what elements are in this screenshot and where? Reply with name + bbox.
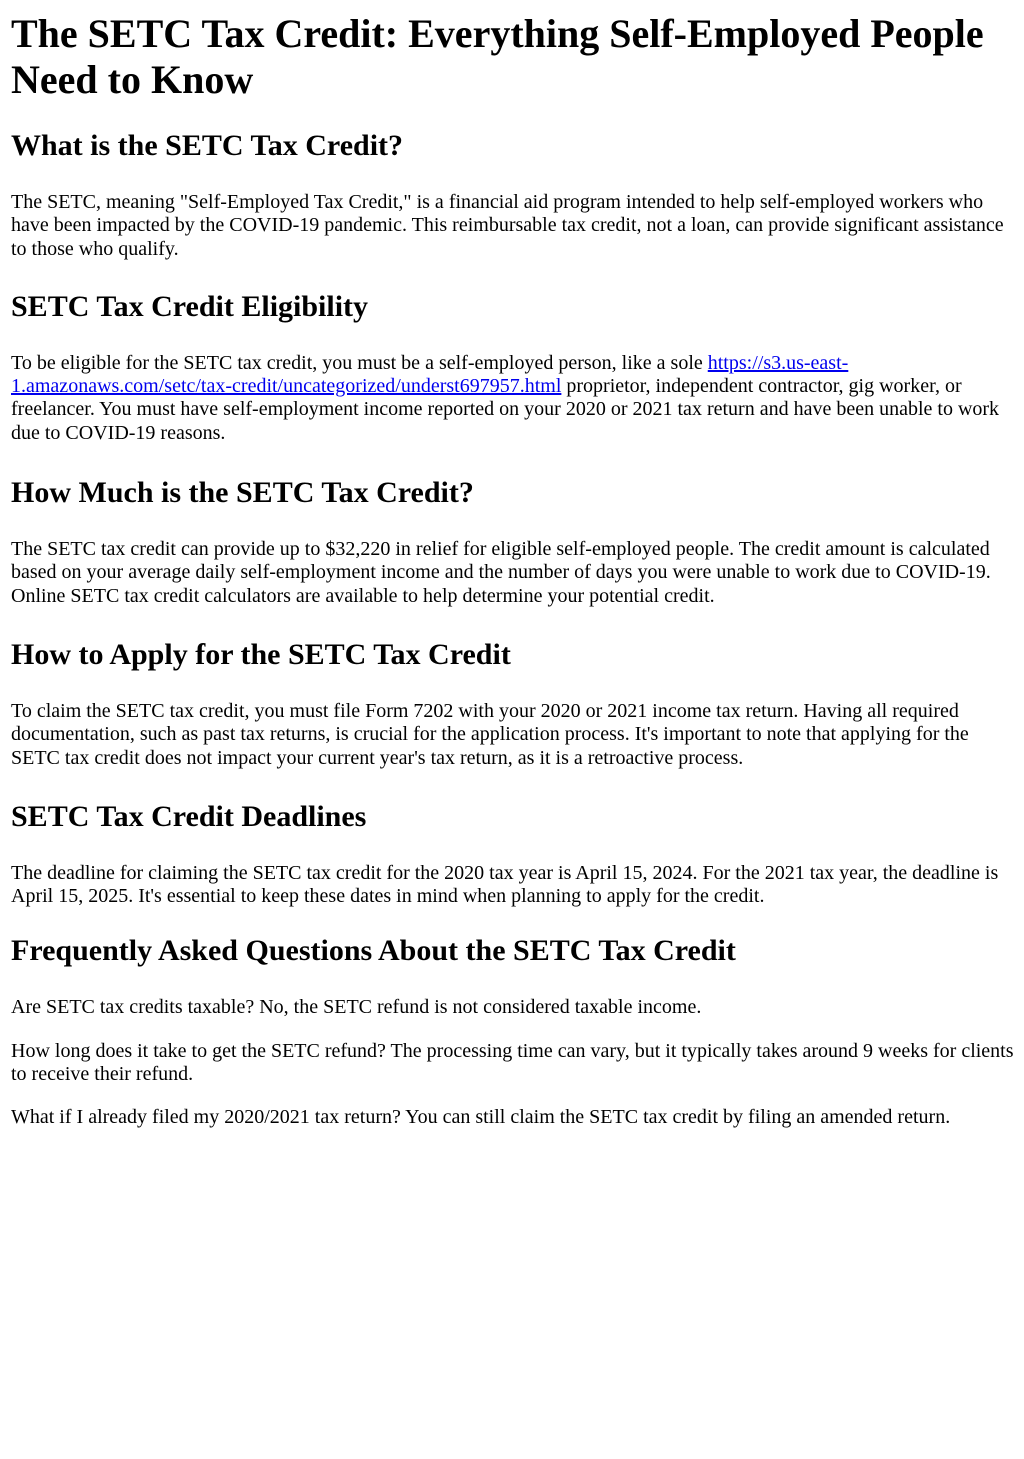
heading-deadlines: SETC Tax Credit Deadlines <box>11 799 367 833</box>
paragraph-deadlines: The deadline for claiming the SETC tax credit for the 2020 tax year is April 15, 2024. For the 2021 tax year, the deadline is April 15, 2025. It's essential to keep these dates in mind when planning to apply for the credit. <box>11 861 999 908</box>
eligibility-link[interactable]: https://s3.us-east-1.amazonaws.com/setc/tax-credit/uncategorized/underst697957.html <box>11 351 849 398</box>
page-title: The SETC Tax Credit: Everything Self-Employed People Need to Know <box>11 11 984 102</box>
heading-how-to-apply: How to Apply for the SETC Tax Credit <box>11 637 511 671</box>
heading-faq: Frequently Asked Questions About the SETC Tax Credit <box>11 934 736 968</box>
heading-eligibility: SETC Tax Credit Eligibility <box>11 289 369 323</box>
eligibility-text-before: To be eligible for the SETC tax credit, you must be a self-employed person, like a sole <box>11 351 708 374</box>
heading-what-is-setc: What is the SETC Tax Credit? <box>11 129 404 162</box>
faq-item: What if I already filed my 2020/2021 tax return? You can still claim the SETC tax credit by filing an amended return. <box>11 1106 951 1129</box>
heading-how-much: How Much is the SETC Tax Credit? <box>11 476 474 510</box>
eligibility-text-after: proprietor, independent contractor, gig worker, or freelancer. You must have self-employment income reported on your 2020 or 2021 tax return and have been unable to work due to COVID-19 reasons. <box>11 375 1000 444</box>
paragraph-how-much: The SETC tax credit can provide up to $32,220 in relief for eligible self-employed people. The credit amount is calculated based on your average daily self-employment income and the number of days you were unable to work due to COVID-19. Online SETC tax credit calculators are available to help determine your potential credit. <box>11 538 991 607</box>
paragraph-eligibility <box>11 352 1014 445</box>
faq-item: Are SETC tax credits taxable? No, the SETC refund is not considered taxable income. <box>11 996 702 1019</box>
paragraph-what-is-setc: The SETC, meaning "Self-Employed Tax Credit," is a financial aid program intended to help self-employed workers who have been impacted by the COVID-19 pandemic. This reimbursable tax credit, not a loan, can provide significant assistance to those who qualify. <box>11 191 1004 260</box>
paragraph-how-to-apply: To claim the SETC tax credit, you must file Form 7202 with your 2020 or 2021 income tax return. Having all required documentation, such as past tax returns, is crucial for the application process. It's important to note that applying for the SETC tax credit does not impact your current year's tax return, as it is a retroactive process. <box>11 699 969 769</box>
article <box>0 11 1024 1130</box>
faq-item: How long does it take to get the SETC refund? The processing time can vary, but it typically takes around 9 weeks for clients to receive their refund. <box>11 1039 1014 1086</box>
